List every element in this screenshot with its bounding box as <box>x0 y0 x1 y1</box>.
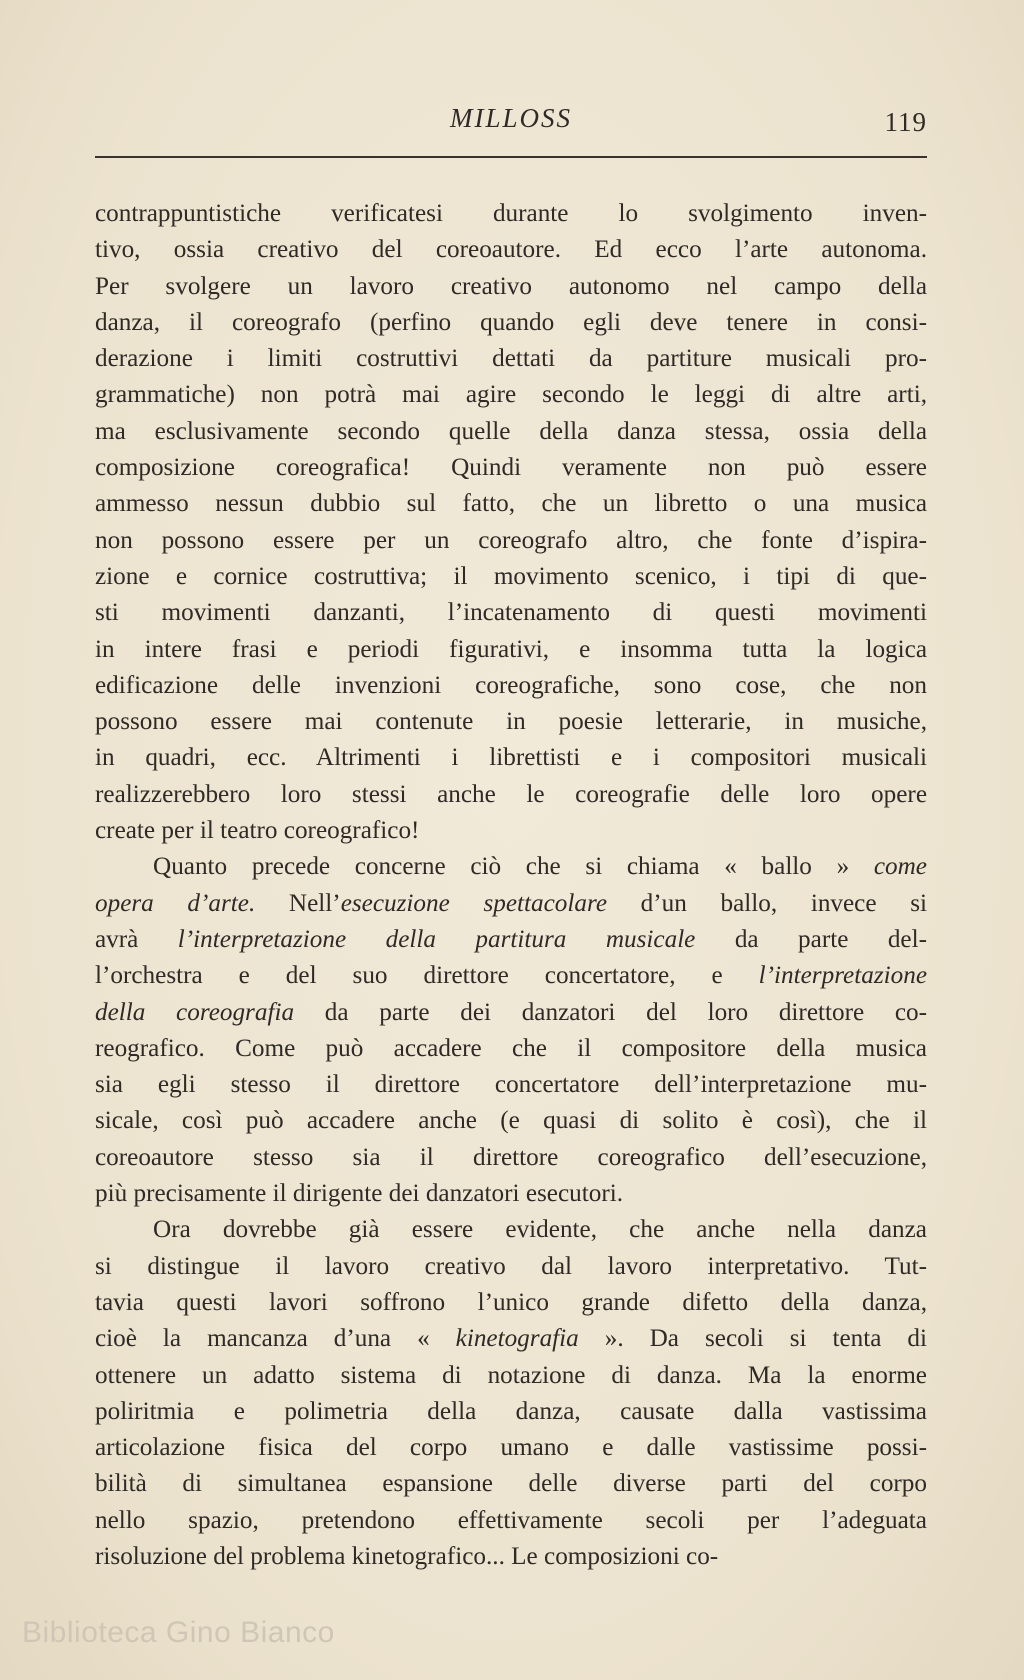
text-line <box>95 1067 927 1103</box>
text-segment: più precisamente il dirigente dei danzatori esecutori. <box>95 1180 624 1208</box>
text-line <box>95 886 927 922</box>
text-line <box>95 849 927 885</box>
text-line <box>95 305 927 341</box>
text-line <box>95 995 927 1031</box>
italic-text-segment: come <box>873 853 927 881</box>
text-segment: sia egli stesso il direttore concertatore dell’interpretazione mu- <box>95 1071 927 1099</box>
italic-text-segment: l’interpretazione della partitura musicale <box>177 925 696 953</box>
text-line <box>95 450 927 486</box>
text-segment: d’un ballo, invece si <box>607 889 927 917</box>
text-line <box>95 922 927 958</box>
text-segment: da parte del- <box>695 925 927 953</box>
text-line <box>95 1285 927 1321</box>
text-line <box>95 414 927 450</box>
text-segment: Ora dovrebbe già essere evidente, che anche nella danza <box>153 1216 927 1244</box>
text-segment: ottenere un adatto sistema di notazione di danza. Ma la enorme <box>95 1361 927 1389</box>
text-line <box>95 1430 927 1466</box>
text-segment: derazione i limiti costruttivi dettati da partiture musicali pro- <box>95 345 927 373</box>
text-line <box>95 1031 927 1067</box>
body-text <box>95 196 927 1575</box>
italic-text-segment: della coreografia <box>95 998 295 1026</box>
text-segment: edificazione delle invenzioni coreografiche, sono cose, che non <box>95 671 927 699</box>
text-line <box>95 1466 927 1502</box>
text-segment: tavia questi lavori soffrono l’unico grande difetto della danza, <box>95 1288 927 1316</box>
text-line <box>95 1212 927 1248</box>
text-segment: coreoautore stesso sia il direttore coreografico dell’esecuzione, <box>95 1143 927 1171</box>
text-line <box>95 232 927 268</box>
text-segment: danza, il coreografo (perfino quando egli deve tenere in consi- <box>95 308 927 336</box>
running-title: MILLOSS <box>449 103 572 133</box>
text-line <box>95 486 927 522</box>
text-line <box>95 1394 927 1430</box>
text-line <box>95 1539 927 1575</box>
text-line <box>95 1176 927 1212</box>
text-segment: si distingue il lavoro creativo dal lavoro interpretativo. Tut- <box>95 1252 927 1280</box>
italic-text-segment: esecuzione spettacolare <box>340 889 608 917</box>
library-watermark: Biblioteca Gino Bianco <box>22 1616 335 1649</box>
text-segment: bilità di simultanea espansione delle diverse parti del corpo <box>95 1470 927 1498</box>
text-line <box>95 632 927 668</box>
text-segment: tivo, ossia creativo del coreoautore. Ed ecco l’arte autonoma. <box>95 236 927 264</box>
text-segment: create per il teatro coreografico! <box>95 817 420 845</box>
text-segment: avrà <box>95 925 178 953</box>
text-line <box>95 1503 927 1539</box>
text-segment: in quadri, ecc. Altrimenti i librettisti e i compositori musicali <box>95 744 927 772</box>
text-segment: risoluzione del problema kinetografico... Le composizioni co- <box>95 1542 719 1570</box>
italic-text-segment: kinetografia <box>455 1325 579 1353</box>
text-line <box>95 559 927 595</box>
text-line <box>95 704 927 740</box>
text-segment: ». Da secoli si tenta di <box>578 1325 927 1353</box>
text-segment: ma esclusivamente secondo quelle della danza stessa, ossia della <box>95 417 927 445</box>
text-segment: da parte dei danzatori del loro direttore co- <box>294 998 927 1026</box>
text-segment: grammatiche) non potrà mai agire secondo le leggi di altre arti, <box>95 381 927 409</box>
text-line <box>95 1249 927 1285</box>
text-line <box>95 377 927 413</box>
text-segment: in intere frasi e periodi figurativi, e insomma tutta la logica <box>95 635 927 663</box>
text-segment: non possono essere per un coreografo altro, che fonte d’ispira- <box>95 526 927 554</box>
page-number: 119 <box>884 107 927 137</box>
text-line <box>95 813 927 849</box>
text-line <box>95 1140 927 1176</box>
text-line <box>95 1358 927 1394</box>
text-line <box>95 196 927 232</box>
text-segment: poliritmia e polimetria della danza, causate dalla vastissima <box>95 1397 927 1425</box>
text-segment: nello spazio, pretendono effettivamente secoli per l’adeguata <box>95 1506 927 1534</box>
header-rule <box>95 156 927 158</box>
text-segment: realizzerebbero loro stessi anche le coreografie delle loro opere <box>95 780 927 808</box>
text-line <box>95 1103 927 1139</box>
text-segment: Per svolgere un lavoro creativo autonomo nel campo della <box>95 272 927 300</box>
running-head <box>95 103 927 143</box>
text-segment: l’orchestra e del suo direttore concertatore, e <box>95 962 759 990</box>
text-segment: sti movimenti danzanti, l’incatenamento di questi movimenti <box>95 599 927 627</box>
text-segment: ammesso nessun dubbio sul fatto, che un libretto o una musica <box>95 490 927 518</box>
text-line <box>95 740 927 776</box>
text-segment: reografico. Come può accadere che il compositore della musica <box>95 1034 927 1062</box>
text-segment: composizione coreografica! Quindi veramente non può essere <box>95 454 927 482</box>
text-line <box>95 958 927 994</box>
text-line <box>95 523 927 559</box>
italic-text-segment: opera d’arte. <box>95 889 256 917</box>
text-line <box>95 1321 927 1357</box>
text-segment: contrappuntistiche verificatesi durante lo svolgimento inven- <box>95 200 927 227</box>
text-segment: sicale, così può accadere anche (e quasi di solito è così), che il <box>95 1107 927 1135</box>
italic-text-segment: l’interpretazione <box>758 962 927 990</box>
text-segment: zione e cornice costruttiva; il movimento scenico, i tipi di que- <box>95 562 927 590</box>
text-segment: cioè la mancanza d’una « <box>95 1325 456 1353</box>
text-segment: possono essere mai contenute in poesie letterarie, in musiche, <box>95 708 927 736</box>
text-line <box>95 777 927 813</box>
text-line <box>95 341 927 377</box>
text-line <box>95 668 927 704</box>
text-line <box>95 269 927 305</box>
text-line <box>95 595 927 631</box>
text-segment: Nell’ <box>255 889 341 917</box>
text-segment: articolazione fisica del corpo umano e dalle vastissime possi- <box>95 1434 927 1462</box>
text-segment: Quanto precede concerne ciò che si chiama « ballo » <box>153 853 874 881</box>
